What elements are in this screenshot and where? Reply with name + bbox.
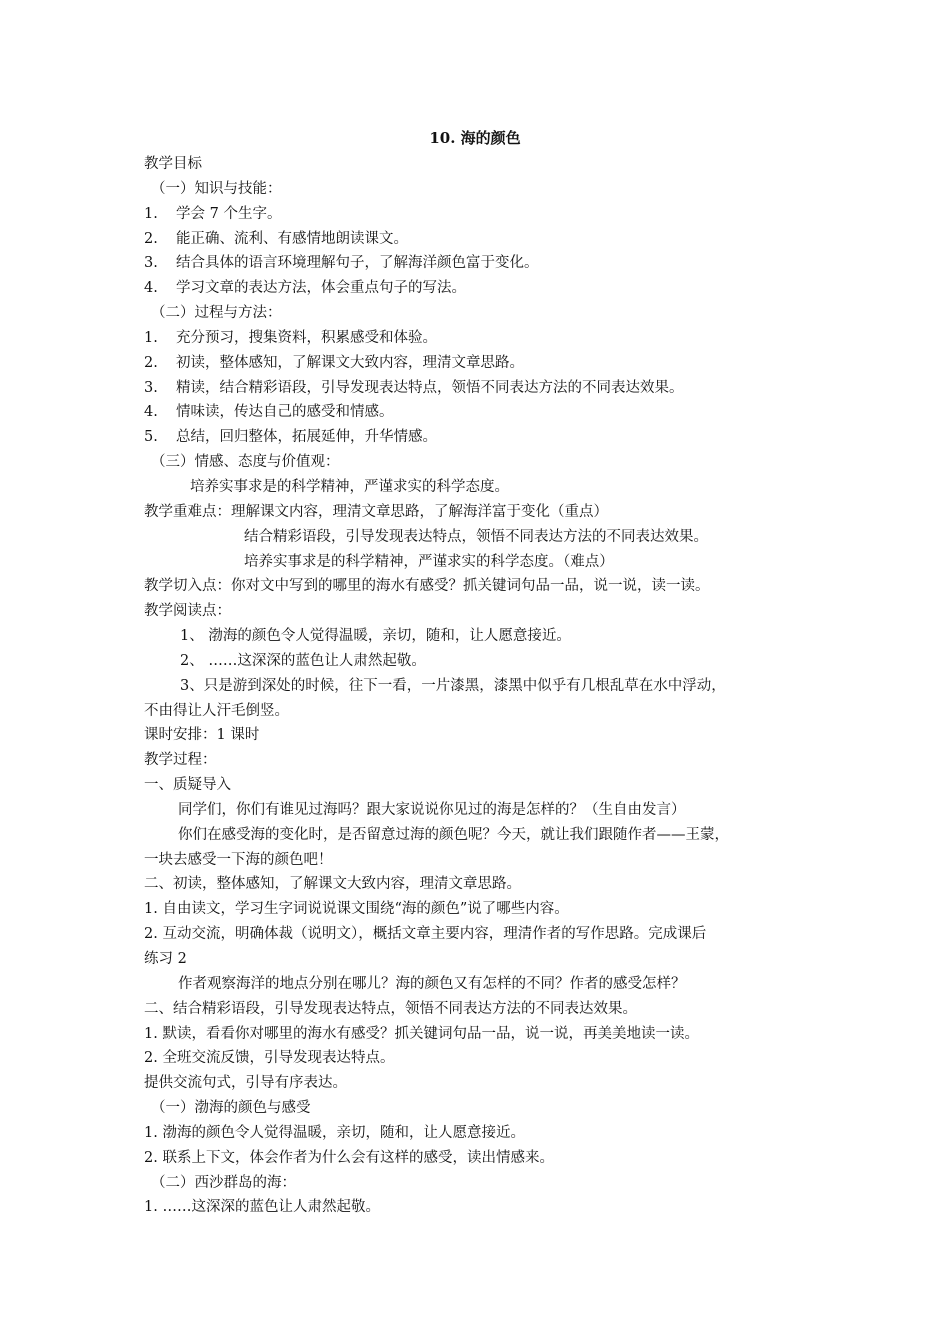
text-line (144, 251, 824, 276)
text-line: 培养实事求是的科学精神，严谨求实的科学态度。 (190, 478, 509, 495)
text-line: 同学们，你们有谁见过海吗？跟大家说说你见过的海是怎样的？（生自由发言） (178, 801, 686, 818)
list-text: 情味读，传达自己的感受和情感。 (176, 404, 394, 421)
text-line: 一块去感受一下海的颜色吧！ (144, 851, 333, 868)
text-line (144, 400, 824, 425)
text-line: 提供交流句式，引导有序表达。 (144, 1075, 347, 1092)
text-line: （一）渤海的颜色与感受 (151, 1100, 311, 1117)
list-number: 1. (144, 205, 158, 222)
list-text: 充分预习，搜集资料，积累感受和体验。 (176, 329, 437, 346)
list-text: 精读，结合精彩语段，引导发现表达特点，领悟不同表达方法的不同表达效果。 (176, 379, 684, 396)
text-line: 2. 联系上下文，体会作者为什么会有这样的感受，读出情感来。 (144, 1149, 554, 1166)
text-line: 教学阅读点： (144, 603, 231, 620)
text-line: 2. 全班交流反馈，引导发现表达特点。 (144, 1050, 395, 1067)
text-line: 练习 2 (144, 951, 187, 967)
document-title: 10. 海的颜色 (429, 129, 521, 147)
text-line: 你们在感受海的变化时，是否留意过海的颜色呢？今天，就让我们跟随作者——王蒙， (178, 826, 729, 843)
text-line (144, 376, 824, 401)
text-line: （二）过程与方法： (151, 305, 282, 322)
list-text: 初读，整体感知，了解课文大致内容，理清文章思路。 (176, 354, 524, 371)
text-line: 教学目标 (144, 156, 202, 172)
text-line: 一、质疑导入 (144, 777, 231, 794)
text-line: （三）情感、态度与价值观： (151, 454, 340, 471)
text-line: 二、初读，整体感知，了解课文大致内容，理清文章思路。 (144, 876, 521, 893)
text-line: 课时安排：1 课时 (144, 727, 260, 744)
list-text: 学会 7 个生字。 (176, 205, 282, 222)
text-line: 1、 渤海的颜色令人觉得温暖，亲切，随和，让人愿意接近。 (180, 628, 571, 645)
text-line: 1. 自由读文，学习生字词说说课文围绕“海的颜色”说了哪些内容。 (144, 901, 569, 918)
text-line: （一）知识与技能： (151, 180, 282, 197)
text-line (144, 276, 824, 301)
text-line (144, 202, 824, 227)
text-line: 2、 ……这深深的蓝色让人肃然起敬。 (180, 652, 426, 669)
text-line: 不由得让人汗毛倒竖。 (144, 702, 289, 719)
list-text: 结合具体的语言环境理解句子，了解海洋颜色富于变化。 (176, 255, 539, 272)
list-text: 学习文章的表达方法，体会重点句子的写法。 (176, 280, 466, 297)
list-text: 总结，回归整体，拓展延伸，升华情感。 (176, 429, 437, 446)
text-line: 教学重难点：理解课文内容，理清文章思路，了解海洋富于变化（重点） (144, 503, 608, 520)
text-line (144, 227, 824, 252)
list-text: 能正确、流利、有感情地朗读课文。 (176, 230, 408, 247)
text-line: 教学过程： (144, 752, 217, 769)
list-number: 3. (144, 255, 158, 272)
text-line (144, 425, 824, 450)
text-line: 结合精彩语段，引导发现表达特点，领悟不同表达方法的不同表达效果。 (244, 528, 708, 545)
list-number: 2. (144, 230, 158, 247)
text-line: 1. ……这深深的蓝色让人肃然起敬。 (144, 1199, 380, 1216)
document-body (144, 152, 824, 1220)
list-number: 5. (144, 429, 158, 446)
list-number: 4. (144, 280, 158, 297)
text-line: 作者观察海洋的地点分别在哪儿？海的颜色又有怎样的不同？作者的感受怎样？ (178, 975, 686, 992)
text-line: （二）西沙群岛的海： (151, 1174, 296, 1191)
text-line: 1. 默读，看看你对哪里的海水有感受？抓关键词句品一品，说一说，再美美地读一读。 (144, 1025, 699, 1042)
list-number: 2. (144, 354, 158, 371)
list-number: 4. (144, 404, 158, 421)
text-line: 教学切入点：你对文中写到的哪里的海水有感受？抓关键词句品一品，说一说，读一读。 (144, 578, 710, 595)
text-line: 1. 渤海的颜色令人觉得温暖，亲切，随和，让人愿意接近。 (144, 1124, 525, 1141)
text-line (144, 351, 824, 376)
list-number: 1. (144, 329, 158, 346)
text-line (144, 326, 824, 351)
text-line: 3、只是游到深处的时候，往下一看，一片漆黑，漆黑中似乎有几根乱草在水中浮动， (180, 677, 726, 694)
text-line: 二、结合精彩语段，引导发现表达特点，领悟不同表达方法的不同表达效果。 (144, 1000, 637, 1017)
text-line: 培养实事求是的科学精神，严谨求实的科学态度。（难点） (244, 553, 614, 570)
list-number: 3. (144, 379, 158, 396)
text-line: 2. 互动交流，明确体裁（说明文），概括文章主要内容，理清作者的写作思路。完成课后 (144, 926, 707, 943)
